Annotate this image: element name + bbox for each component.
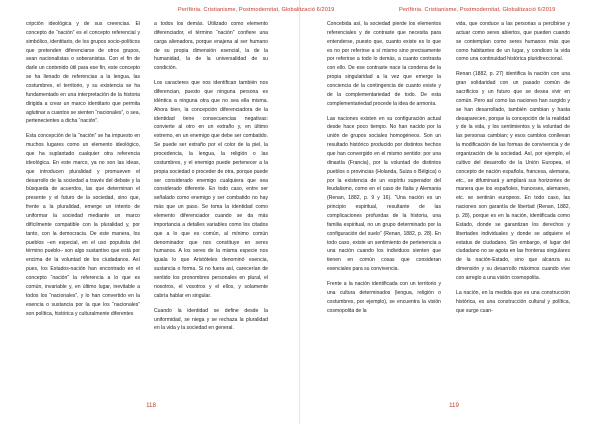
paragraph: cripción ideológica y de sus creencias. El concepto de “nación” es el concepto referencial y simbólico, identitario, de los grupos socio-políticos que pretenden diferenciarse de otros grupos, sean nacionalistas o soberanistas. Con el fin de darle un contenido útil para ese fin, este concepto se ha llenado de referencias a la lengua, las costumbres, el territorio, y su existencia se ha fundamentado en una interpretación de la historia dirigida a crear un marco identitario que permita aglutinar a cuantos se sienten “nacionales”, o sea, pertenecientes a dicha “nación”. (26, 21, 140, 125)
paragraph: a todos los demás. Utilizado como elemento diferenciador, el término “nación” confiere una carga alienadora, porque enajena al ser humano de su propia dimensión esencial, la de la humanidad, la de la universalidad de su condición. (154, 21, 268, 72)
paragraph: Frente a la nación identificada con un territorio y una cultura determinados (lengua, religión o costumbres, por ejemplo), se encuentra la visión cosmopolita de la (327, 281, 441, 314)
left-page-column-1 (26, 20, 140, 324)
paragraph: Las naciones existen en su configuración actual desde hace poco tiempo. No han nacido por la unión de grupos sociales homogéneos. Son un resultado histórico producido por distintos hechos que han convergido en el mismo sentido: por una dinastía (Francia), por la voluntad de distintos pueblos o provincias (Holanda, Suiza o Bélgica) o por la existencia de un espíritu superador del feudalismo, como en el caso de Italia y Alemania (Renan, 1882, p. 9 y 16). “Una nación es un principio espiritual, resultante de las complicaciones profundas de la historia, una familia espiritual, no un grupo determinado por la configuración del suelo” (Renan, 1882, p. 28). En todo caso, existe un sentimiento de pertenencia a una nación cuando los individuos sienten que tienen en común cosas que consideran esenciales para su convivencia. (327, 115, 441, 273)
paragraph: Renan (1882, p. 27) identifica la nación con una gran solidaridad con un pasado común de sacrificios y un futuro que se desea vivir en común. Pero así como las naciones han surgido y se han desarrollado, también cambian y hasta desaparecen, porque la concepción de la realidad y de la vida, y los sentimientos y la voluntad de las personas cambian; y esos cambios conllevan la modificación de las formas de convivencia y de organización de la sociedad. Así, por ejemplo, el cultivo del desarrollo de la Unión Europea, el concepto de nación española, francesa, alemana, etc., se difuminará y ampliará sus horizontes de manera que los españoles, franceses, alemanes, etc. se sentirán europeos. En todo caso, las naciones son garantía de libertad (Renan, 1882, p. 28), porque es en la nación, identificada como Estado, donde se garantizan los derechos y libertades individuales y donde se adquiere el estatus de ciudadano. Sin embargo, el lugar del ciudadano no se agota en las fronteras singulares de la nación-Estado, sino que alcanza su dimensión y su desarrollo máximos cuando vive con arreglo a una visión cosmopolita. (456, 71, 570, 282)
paragraph: Concebida así, la sociedad pierde los elementos referenciales y de contraste que necesita para entenderse, puesto que, cuanto existe es lo que es no por referirse a sí mismo sino precisamente por referirse a todo lo demás, a cuanto contrasta con ello. De ese contraste nace la condena de la propia singularidad a la vez que emerge la conciencia de la contingencia de cuanto existe y de la complementariedad de todo. De esta complementariedad procede la idea de armonía. (327, 21, 441, 107)
running-head-left: Perífèria. Cristianisme, Postmodernitat, Globalització 6/2019 (178, 7, 335, 13)
paragraph: Cuando la identidad se define desde la uniformidad, se niega y se rechaza la pluralidad en la vida y la sociedad en general. (154, 307, 268, 332)
right-page (300, 0, 600, 424)
paragraph: Los caracteres que nos identifican también nos diferencian, puesto que ninguna persona es idéntica a ninguna otra que no sea ella misma. Ahora bien, la concepción diferenciadora de la identidad tiene consecuencias negativas: convierte al otro en un extraño y, en último extremo, en un enemigo que debe ser combatido. Se puede ser extraño por el color de la piel, la procedencia, la lengua, la religión o las costumbres, y el enemigo puede pertenecer a la propia sociedad o proceder de otra, porque puede ser considerado enemigo cualquiera que sea considerado diferente. En todo caso, entre ser señalado como enemigo y ser combatido no hay más que un paso. Se toma la identidad como elemento diferenciador cuando se da más importancia a detalles variables como los citados que a lo que es común, al mínimo común denominador que nos constituye en seres humanos. A los seres de la misma especie nos iguala lo que Aristóteles denominó esencia, sustancia o forma. Si no fuera así, carecerían de sentido los pronombres personales en plural, el nosotros, el vosotros y el ellos, y solamente cabría hablar en singular. (154, 80, 268, 299)
paragraph: vida, que conduce a las personas a percibirse y actuar como seres abiertos, que pueden cuando se contemplan como seres humanos más que como habitantes de un lugar, y condicen la vida como una continuidad histórica pluridireccional. (456, 21, 570, 63)
running-head-right: Perífèria. Cristianisme, Postmodernitat, Globalització 6/2019 (399, 7, 556, 13)
paragraph: La nación, en la medida que es una construcción histórica, es una construcción cultural y política, que surge cuan- (456, 289, 570, 314)
right-page-column-1 (327, 20, 441, 322)
paragraph: Esta concepción de la “nación” se ha impuesto en muchos lugares como un elemento ideológico, que ha suplantado cualquier otra referencia ideológica. En este marco, ya no son las ideas, que introducen pluralidad y promueven el desarrollo de la sociedad a través del debate y la búsqueda de acuerdos, las que determinan el presente y el futuro de la sociedad, sino que, frente a la pluralidad, emerge un intento de uniformar la sociedad mediante un marco difícilmente compatible con la pluralidad y, por tanto, con la democracia. De este manera, los pueblos –en especial, en el uso populista del término pueblo– son algo sustantivo que está por encima de la voluntad de los ciudadanos. Así pues, los Estados-nación han encontrado en el concepto “nación” la referencia a lo que es común, invariable y, en último lugar, inevitable a todos los “nacionales”, y lo han convertido en la esencia o sustancia por la que los “nacionales” son política, histórica y culturalmente diferentes (26, 133, 140, 317)
page-number-right: 119 (449, 402, 459, 409)
right-page-column-2 (456, 20, 570, 322)
left-page-column-2 (154, 20, 268, 339)
page-number-left: 118 (146, 402, 156, 409)
